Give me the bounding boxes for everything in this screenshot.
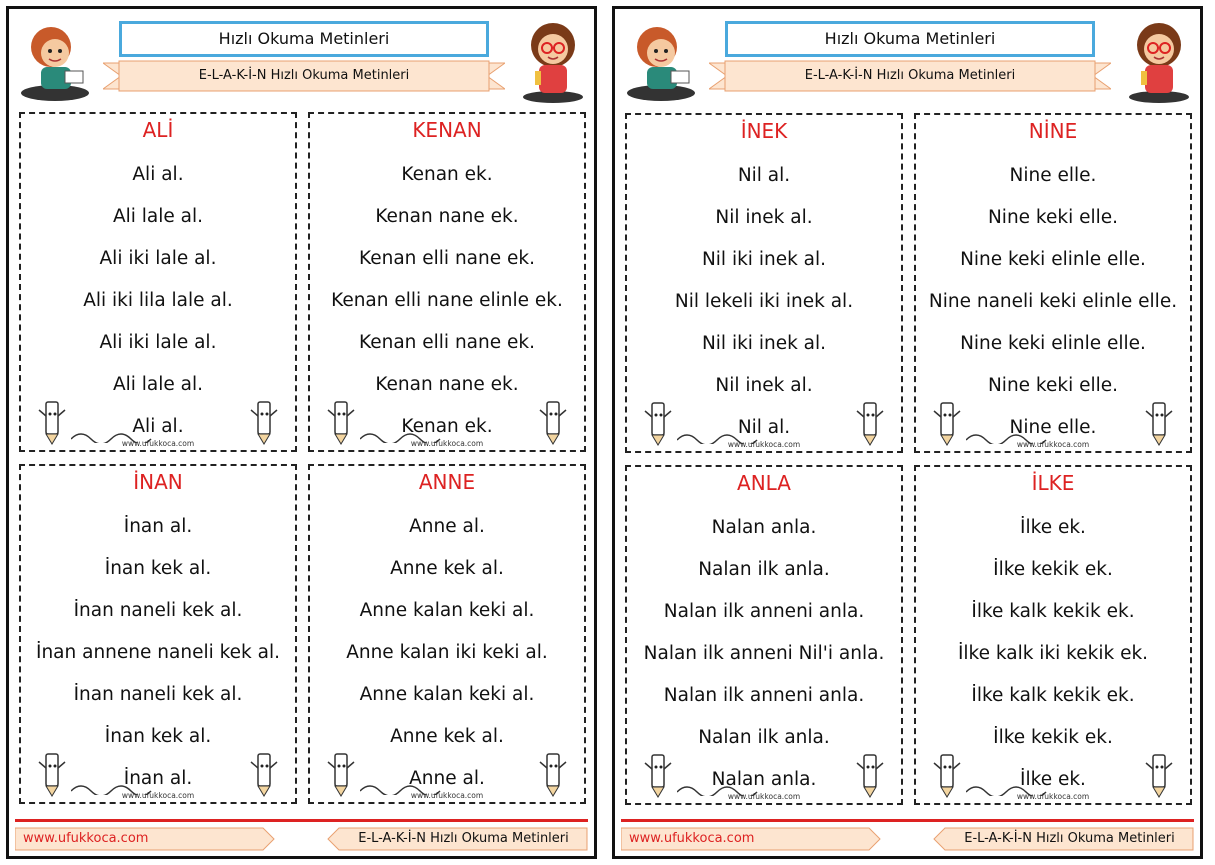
reading-line: Kenan nane ek. bbox=[375, 206, 519, 227]
reading-line: Nalan ilk anneni anla. bbox=[663, 601, 865, 622]
reading-line: İlke kalk kekik ek. bbox=[971, 685, 1135, 706]
reading-line: Kenan ek. bbox=[401, 416, 493, 437]
reading-line: Nil iki inek al. bbox=[701, 333, 827, 354]
reading-line: İlke ek. bbox=[1020, 769, 1086, 790]
card-title: İNEK bbox=[740, 119, 788, 143]
card-title: ALİ bbox=[142, 118, 174, 142]
girl-with-microphone-illustration-right bbox=[1119, 15, 1199, 105]
girl-with-microphone-illustration-left bbox=[513, 15, 593, 105]
reading-line: Nil inek al. bbox=[715, 375, 813, 396]
reading-line: Ali al. bbox=[132, 416, 184, 437]
reading-line: İnan al. bbox=[123, 768, 193, 789]
reading-line: Nine elle. bbox=[1009, 417, 1097, 438]
reading-card-ali bbox=[19, 112, 297, 452]
reading-line: Nine naneli keki elinle elle. bbox=[928, 291, 1178, 312]
girl-reading-illustration-left bbox=[15, 15, 95, 105]
reading-line: Nil al. bbox=[737, 165, 791, 186]
reading-line: Nine keki elle. bbox=[987, 207, 1119, 228]
card-website: www.ufukkoca.com bbox=[727, 440, 801, 449]
reading-card-anne bbox=[308, 464, 586, 804]
reading-line: Nalan ilk anla. bbox=[698, 727, 830, 748]
girl-reading-illustration-right bbox=[621, 15, 701, 105]
reading-line: Kenan elli nane elinle ek. bbox=[331, 290, 563, 311]
reading-line: İlke kalk iki kekik ek. bbox=[957, 643, 1149, 664]
reading-line: İnan naneli kek al. bbox=[73, 600, 243, 621]
reading-line: İlke kekik ek. bbox=[993, 559, 1113, 580]
reading-line: Nalan ilk anneni Nil'i anla. bbox=[643, 643, 885, 664]
card-website: www.ufukkoca.com bbox=[727, 792, 801, 801]
reading-line: Ali iki lale al. bbox=[99, 332, 217, 353]
reading-line: Anne al. bbox=[409, 516, 485, 537]
reading-line: Anne kalan keki al. bbox=[359, 684, 535, 705]
reading-card-kenan bbox=[308, 112, 586, 452]
reading-card-anla bbox=[625, 465, 903, 805]
card-website: www.ufukkoca.com bbox=[121, 791, 195, 800]
reading-line: İnan kek al. bbox=[104, 558, 212, 579]
reading-line: İlke ek. bbox=[1020, 517, 1086, 538]
footer-title: E-L-A-K-İ-N Hızlı Okuma Metinleri bbox=[358, 831, 569, 846]
reading-card-inek bbox=[625, 113, 903, 453]
header-subtitle: E-L-A-K-İ-N Hızlı Okuma Metinleri bbox=[198, 68, 410, 83]
header-title: Hızlı Okuma Metinleri bbox=[119, 21, 489, 57]
card-website: www.ufukkoca.com bbox=[410, 791, 484, 800]
reading-line: Kenan elli nane ek. bbox=[359, 332, 535, 353]
card-title: KENAN bbox=[412, 118, 482, 142]
reading-line: Ali iki lila lale al. bbox=[83, 290, 233, 311]
worksheet-page-1 bbox=[6, 6, 597, 859]
footer-rule bbox=[621, 819, 1194, 822]
card-website: www.ufukkoca.com bbox=[121, 439, 195, 448]
reading-line: İlke kalk kekik ek. bbox=[971, 601, 1135, 622]
reading-line: Ali al. bbox=[132, 164, 184, 185]
card-website: www.ufukkoca.com bbox=[410, 439, 484, 448]
reading-line: Ali iki lale al. bbox=[99, 248, 217, 269]
footer-website: www.ufukkoca.com bbox=[23, 831, 149, 846]
reading-line: Nine keki elinle elle. bbox=[960, 333, 1146, 354]
footer-rule bbox=[15, 819, 588, 822]
reading-line: Ali lale al. bbox=[112, 206, 204, 227]
card-title: ANNE bbox=[418, 470, 476, 494]
reading-line: Anne kalan iki keki al. bbox=[346, 642, 548, 663]
reading-line: Kenan ek. bbox=[401, 164, 493, 185]
reading-line: Anne kalan keki al. bbox=[359, 600, 535, 621]
reading-line: Nil al. bbox=[737, 417, 791, 438]
reading-line: Nalan anla. bbox=[711, 517, 817, 538]
reading-line: Nil lekeli iki inek al. bbox=[674, 291, 854, 312]
reading-line: Anne kek al. bbox=[390, 558, 504, 579]
card-title: NİNE bbox=[1028, 119, 1078, 143]
reading-line: Nil iki inek al. bbox=[701, 249, 827, 270]
header-subtitle: E-L-A-K-İ-N Hızlı Okuma Metinleri bbox=[804, 68, 1016, 83]
footer-website: www.ufukkoca.com bbox=[629, 831, 755, 846]
reading-line: Nine elle. bbox=[1009, 165, 1097, 186]
reading-line: Nine keki elinle elle. bbox=[960, 249, 1146, 270]
reading-line: Kenan elli nane ek. bbox=[359, 248, 535, 269]
reading-line: İnan naneli kek al. bbox=[73, 684, 243, 705]
reading-card-nine bbox=[914, 113, 1192, 453]
reading-line: Ali lale al. bbox=[112, 374, 204, 395]
reading-card-ilke bbox=[914, 465, 1192, 805]
reading-line: Anne kek al. bbox=[390, 726, 504, 747]
card-title: İNAN bbox=[133, 470, 183, 494]
reading-line: Nalan ilk anla. bbox=[698, 559, 830, 580]
reading-line: İnan kek al. bbox=[104, 726, 212, 747]
card-title: ANLA bbox=[737, 471, 791, 495]
reading-line: İnan annene naneli kek al. bbox=[36, 642, 280, 663]
reading-line: İlke kekik ek. bbox=[993, 727, 1113, 748]
card-website: www.ufukkoca.com bbox=[1016, 440, 1090, 449]
card-website: www.ufukkoca.com bbox=[1016, 792, 1090, 801]
reading-line: Nalan ilk anneni anla. bbox=[663, 685, 865, 706]
reading-line: Nil inek al. bbox=[715, 207, 813, 228]
footer-title: E-L-A-K-İ-N Hızlı Okuma Metinleri bbox=[964, 831, 1175, 846]
card-title: İLKE bbox=[1031, 471, 1075, 495]
header-title: Hızlı Okuma Metinleri bbox=[725, 21, 1095, 57]
reading-line: Anne al. bbox=[409, 768, 485, 789]
reading-line: Nine keki elle. bbox=[987, 375, 1119, 396]
reading-line: Nalan anla. bbox=[711, 769, 817, 790]
reading-line: Kenan nane ek. bbox=[375, 374, 519, 395]
worksheet-page-2 bbox=[612, 6, 1203, 859]
reading-card-inan bbox=[19, 464, 297, 804]
reading-line: İnan al. bbox=[123, 516, 193, 537]
